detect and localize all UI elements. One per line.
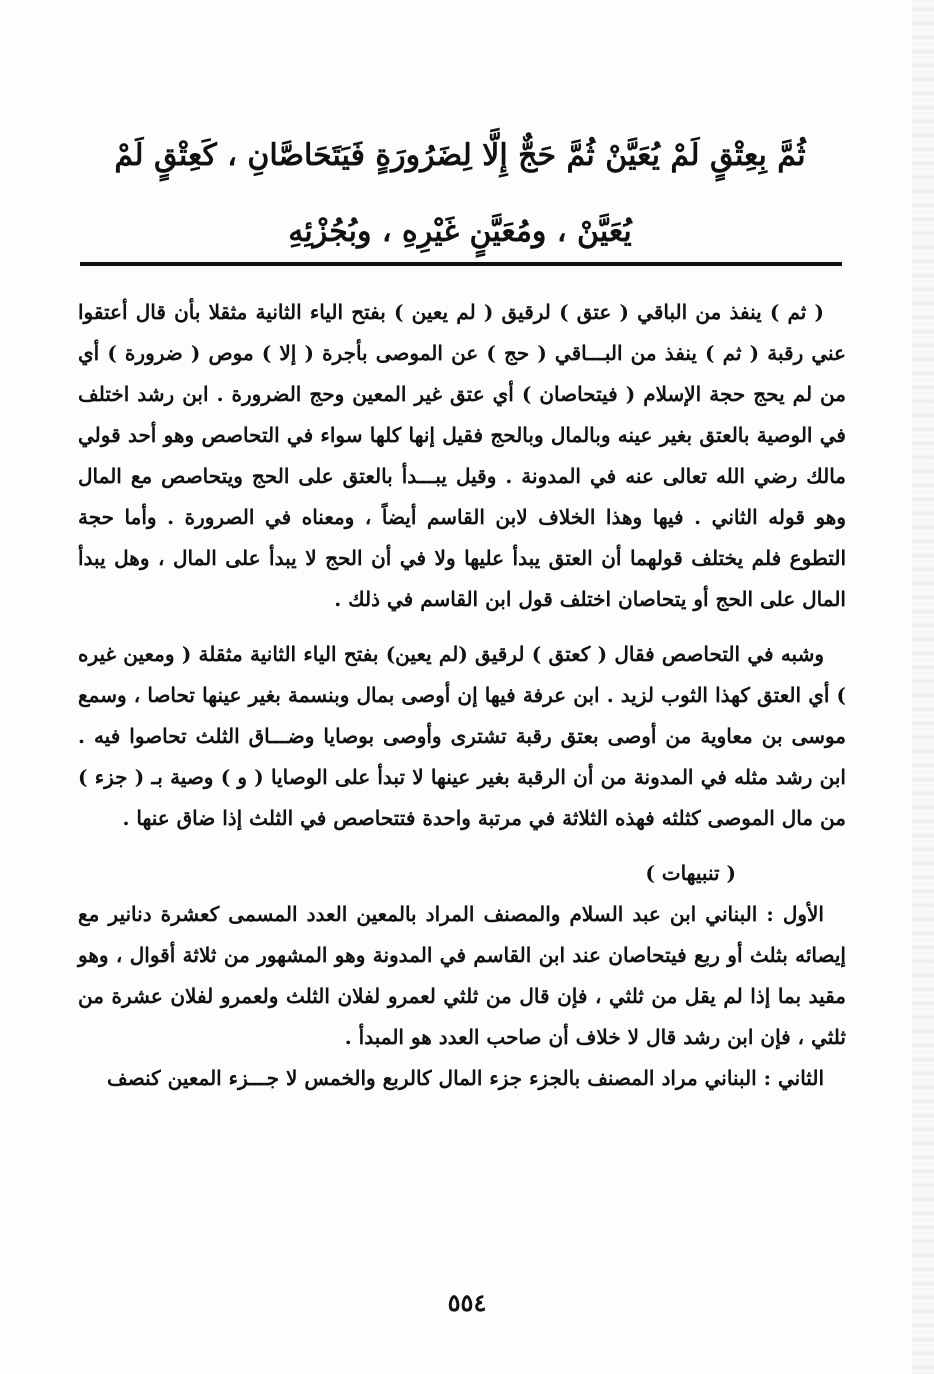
commentary-paragraph-3: الأول : البناني ابن عبد السلام والمصنف المراد بالمعين العدد المسمى كعشرة دنانير مع إيصائه بثلث أو ربع فيتحاصان عند ابن القاسم في المدونة وهو المشهور من ثلاثة أقوال ، وهو مقيد بما إذا لم يقل من ثلثي ، فإن قال من ثلثي لعمرو لفلان الثلث ولعمرو لفلان عشرة من ثلثي ، فإن ابن رشد قال لا خلاف أن صاحب العدد هو المبدأ . xyxy=(78,902,846,1049)
matn-text xyxy=(100,118,820,270)
separator-rule xyxy=(80,262,842,266)
commentary-paragraph-1: ( ثم ) ينفذ من الباقي ( عتق ) لرقيق ( لم يعين ) بفتح الياء الثانية مثقلا بأن قال أعتقوا عني رقبة ( ثم ) ينفذ من البـــاقي ( حج ) عن الموصى بأجرة ( إلا ) موص ( ضرورة ) أي من لم يحج حجة الإسلام ( فيتحاصان ) أي عتق غير المعين وحج الضرورة . ابن رشد اختلف في الوصية بالعتق بغير عينه وبالمال وبالحج فقيل إنها كلها سواء في التحاصص وهو أحد قولي مالك رضي الله تعالى عنه في المدونة . وقيل يبـــدأ بالعتق على الحج ويتحاصص مع المال وهو قوله الثاني . فيها وهذا الخلاف لابن القاسم أيضاً ، ومعناه في الصرورة . وأما حجة التطوع فلم يختلف قولهما أن العتق يبدأ عليها ولا في أن الحج لا يبدأ على المال ، وهل يبدأ المال على الحج أو يتحاصان اختلف قول ابن القاسم في ذلك . xyxy=(78,300,846,611)
page-number: ٥٥٤ xyxy=(447,1288,487,1317)
section-heading: ( تنبيهات ) xyxy=(645,861,736,885)
scan-edge-shadow xyxy=(912,0,934,1374)
commentary-paragraph-2: وشبه في التحاصص فقال ( كعتق ) لرقيق (لم يعين) بفتح الياء الثانية مثقلة ( ومعين غيره ) أي العتق كهذا الثوب لزيد . ابن عرفة فيها إن أوصى بمال وبنسمة بغير عينها تحاصا ، وسمع موسى بن معاوية من أوصى بعتق رقبة تشترى وأوصى بوصايا وضـــاق الثلث تحاصوا فيه . ابن رشد مثله في المدونة من أن الرقبة بغير عينها لا تبدأ على الوصايا ( و ) وصية بـ ( جزء ) من مال الموصى كثلثه فهذه الثلاثة في مرتبة واحدة فتتحاصص في الثلث إذا ضاق عنها . xyxy=(78,642,846,830)
commentary-text xyxy=(78,292,846,1099)
commentary-paragraph-4: الثاني : البناني مراد المصنف بالجزء جزء المال كالربع والخمس لا جـــزء المعين كنصف xyxy=(107,1066,824,1090)
matn-line-1: ثُمَّ بِعِتْقٍ لَمْ يُعَيَّنْ ثُمَّ حَجٌّ إِلَّا لِضَرُورَةٍ فَيَتَحَاصَّانِ ، كَعِتْقٍ لَمْ xyxy=(114,138,806,173)
matn-line-2: يُعَيَّنْ ، ومُعَيَّنٍ غَيْرِهِ ، وبُجُزْئِهِ xyxy=(288,214,632,249)
